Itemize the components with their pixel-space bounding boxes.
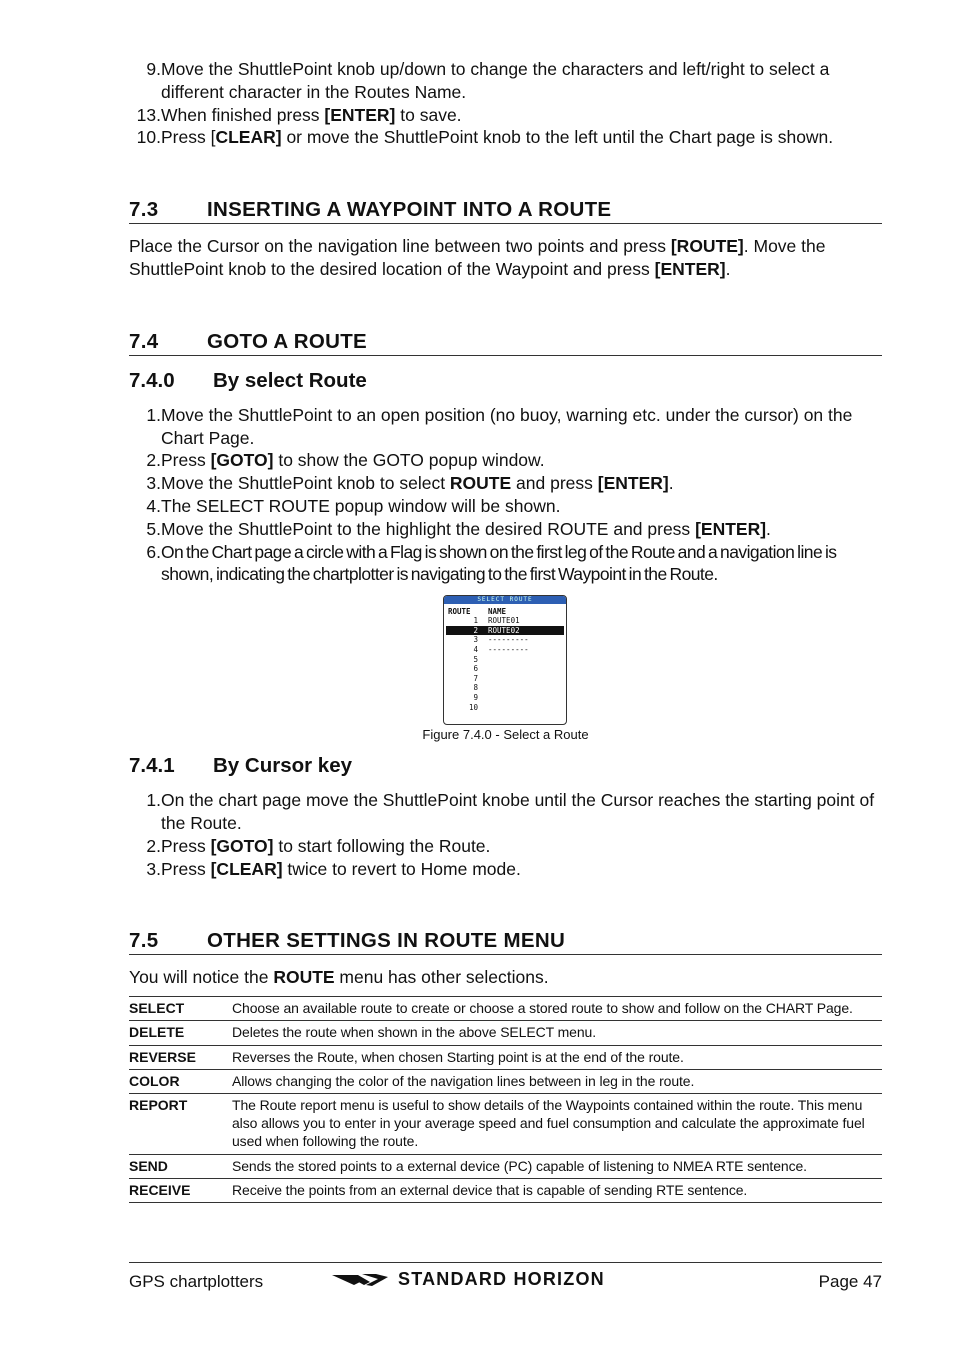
list-item-text (161, 789, 882, 835)
text-run: Press (161, 835, 211, 856)
table-row (129, 1045, 882, 1069)
setting-name: SELECT (129, 997, 232, 1021)
section-7-4-heading: 7.4 GOTO A ROUTE (129, 330, 882, 356)
select-route-steps-list (129, 404, 882, 586)
table-row (129, 1178, 882, 1202)
screen-route-number: 6 (473, 664, 478, 674)
text-run: You will notice the (129, 967, 274, 988)
text-run: to show the GOTO popup window. (273, 450, 545, 471)
screen-route-row (444, 674, 566, 684)
figure-select-route (129, 595, 882, 745)
bold-text: [ENTER] (695, 518, 767, 539)
list-item (129, 472, 882, 495)
table-row (129, 1154, 882, 1178)
list-item-text (161, 858, 882, 881)
screen-route-row (444, 645, 566, 655)
setting-description: Sends the stored points to a external device (PC) capable of listening to NMEA RTE sentence. (232, 1154, 882, 1178)
list-item-number: 13. (136, 104, 161, 125)
setting-description: The Route report menu is useful to show details of the Waypoints contained within the route. This menu also allows you to enter in your average speed and fuel consumption and calculate the approximate fuel used when following the route. (232, 1093, 882, 1154)
list-item-text (161, 518, 882, 541)
text-run: . (668, 473, 674, 494)
text-run: Move the ShuttlePoint knob up/down to change the characters and left/right to select a different character in the Routes Name. (161, 59, 830, 102)
section-7-5-heading: 7.5 OTHER SETTINGS IN ROUTE MENU (129, 929, 882, 955)
list-item-number: 2. (146, 450, 161, 471)
setting-name: SEND (129, 1154, 232, 1178)
bold-text: [CLEAR] (210, 858, 283, 879)
table-row (129, 1069, 882, 1093)
list-item (129, 518, 882, 541)
text-run: Press [ (161, 127, 216, 148)
screen-route-rows (444, 616, 566, 712)
bold-text: [ENTER] (324, 104, 396, 125)
table-row (129, 1093, 882, 1154)
text-run: . (725, 258, 731, 279)
bold-text: ROUTE (449, 473, 512, 494)
list-item-number: 2. (146, 835, 161, 856)
cursor-key-steps-list (129, 789, 882, 880)
list-item-number: 4. (146, 495, 161, 516)
list-item-number: 6. (146, 541, 161, 562)
list-item-number: 10. (136, 127, 161, 148)
list-item (129, 404, 882, 450)
list-item (129, 104, 882, 127)
text-run: Move the ShuttlePoint to an open position (no buoy, warning etc. under the cursor) on the Chart Page. (161, 404, 853, 448)
screen-route-row (446, 626, 564, 636)
text-run: Place the Cursor on the navigation line between two points and press (129, 236, 671, 257)
screen-route-row (444, 655, 566, 665)
bold-text: [GOTO] (210, 450, 274, 471)
screen-header-row: ROUTE NAME (448, 607, 507, 617)
setting-description: Choose an available route to create or choose a stored route to show and follow on the CHART Page. (232, 997, 882, 1021)
text-run: . Move the ShuttlePoint knob to the desired location of the Waypoint and press (129, 236, 826, 279)
text-run: to start following the Route. (273, 835, 491, 856)
list-item-number: 1. (146, 790, 161, 811)
section-7-4-0-heading: 7.4.0 By select Route (129, 368, 367, 392)
screen-route-name: --------- (488, 635, 529, 645)
list-item-text (161, 404, 882, 450)
list-item-number: 1. (146, 404, 161, 425)
list-item (129, 835, 882, 858)
list-item-text (161, 835, 882, 858)
intro-steps-list (129, 58, 882, 149)
bold-text: [ENTER] (597, 473, 669, 494)
list-item (129, 449, 882, 472)
list-item (129, 495, 882, 518)
route-menu-settings-table (129, 996, 882, 1203)
list-item (129, 126, 882, 149)
footer-page-number: Page 47 (818, 1272, 882, 1291)
screen-route-number: 4 (473, 644, 478, 654)
section-7-3-paragraph (129, 235, 882, 281)
list-item (129, 541, 882, 587)
section-7-3-heading: 7.3 INSERTING A WAYPOINT INTO A ROUTE (129, 198, 882, 224)
footer-product-name: GPS chartplotters (129, 1272, 264, 1291)
setting-description: Receive the points from an external device that is capable of sending RTE sentence. (232, 1178, 882, 1202)
list-item-text (161, 126, 882, 149)
setting-description: Reverses the Route, when chosen Starting point is at the end of the route. (232, 1045, 882, 1069)
text-run: or move the ShuttlePoint knob to the left until the Chart page is shown. (281, 127, 834, 148)
list-item-text (161, 541, 882, 587)
list-item-text (161, 449, 882, 472)
setting-name: DELETE (129, 1021, 232, 1045)
setting-name: REVERSE (129, 1045, 232, 1069)
figure-caption: Figure 7.4.0 - Select a Route (422, 727, 589, 743)
bold-text: [GOTO] (210, 835, 274, 856)
document-page (129, 58, 882, 1203)
screen-route-number: 1 (473, 616, 478, 626)
list-item-number: 3. (146, 473, 161, 494)
screen-route-row (444, 683, 566, 693)
screen-route-name: --------- (488, 644, 529, 654)
select-route-screen (443, 595, 567, 725)
text-run: Move the ShuttlePoint knob to select (161, 473, 450, 494)
text-run: Press (161, 450, 211, 471)
table-row (129, 1021, 882, 1045)
page-footer (129, 1262, 882, 1297)
list-item-text (161, 58, 882, 104)
screen-title-bar: SELECT ROUTE (444, 596, 566, 604)
screen-route-row (444, 635, 566, 645)
screen-route-number: 7 (473, 673, 478, 683)
screen-route-row (444, 664, 566, 674)
text-run: The SELECT ROUTE popup window will be shown. (161, 495, 561, 516)
table-row (129, 997, 882, 1021)
list-item-number: 3. (146, 858, 161, 879)
section-7-5-paragraph (129, 966, 882, 989)
screen-route-row (444, 693, 566, 703)
bold-text: [ENTER] (654, 258, 726, 279)
setting-name: RECEIVE (129, 1178, 232, 1202)
text-run: On the chart page move the ShuttlePoint knobe until the Cursor reaches the starting point of the Route. (161, 790, 875, 833)
list-item (129, 58, 882, 104)
text-run: Press (161, 858, 211, 879)
brand-wave-icon (332, 1273, 388, 1287)
screen-route-number: 2 (473, 625, 478, 635)
section-7-4-1-heading: 7.4.1 By Cursor key (129, 754, 353, 778)
list-item-text (161, 472, 882, 495)
text-run: to save. (395, 104, 462, 125)
screen-route-row (444, 703, 566, 713)
setting-description: Deletes the route when shown in the above SELECT menu. (232, 1021, 882, 1045)
setting-name: REPORT (129, 1093, 232, 1154)
bold-text: ROUTE (273, 967, 335, 988)
text-run: Move the ShuttlePoint to the highlight the desired ROUTE and press (161, 518, 696, 539)
brand-logo: STANDARD HORIZON (332, 1269, 605, 1290)
screen-route-name: ROUTE01 (488, 616, 520, 626)
text-run: and press (511, 473, 598, 494)
bold-text: [ROUTE] (670, 236, 744, 257)
bold-text: CLEAR] (215, 127, 282, 148)
screen-route-name: ROUTE02 (488, 625, 520, 635)
text-run: . (766, 518, 771, 539)
setting-name: COLOR (129, 1069, 232, 1093)
list-item-number: 9. (146, 59, 161, 79)
text-run: On the Chart page a circle with a Flag is shown on the first leg of the Route and a navigation line is shown, indicating the chartplotter is navigating to the first Waypoint in the Route. (161, 541, 837, 585)
screen-route-number: 8 (473, 683, 478, 693)
text-run: When finished press (161, 104, 325, 125)
screen-route-row (444, 616, 566, 626)
setting-description: Allows changing the color of the navigation lines between in leg in the route. (232, 1069, 882, 1093)
screen-route-number: 10 (468, 702, 478, 712)
list-item (129, 858, 882, 881)
list-item-text (161, 495, 882, 518)
screen-route-number: 9 (473, 692, 478, 702)
list-item-text (161, 104, 882, 127)
list-item-number: 5. (146, 518, 161, 539)
list-item (129, 789, 882, 835)
screen-route-number: 3 (473, 635, 478, 645)
text-run: menu has other selections. (334, 967, 549, 988)
text-run: twice to revert to Home mode. (282, 858, 521, 879)
screen-route-number: 5 (473, 654, 478, 664)
